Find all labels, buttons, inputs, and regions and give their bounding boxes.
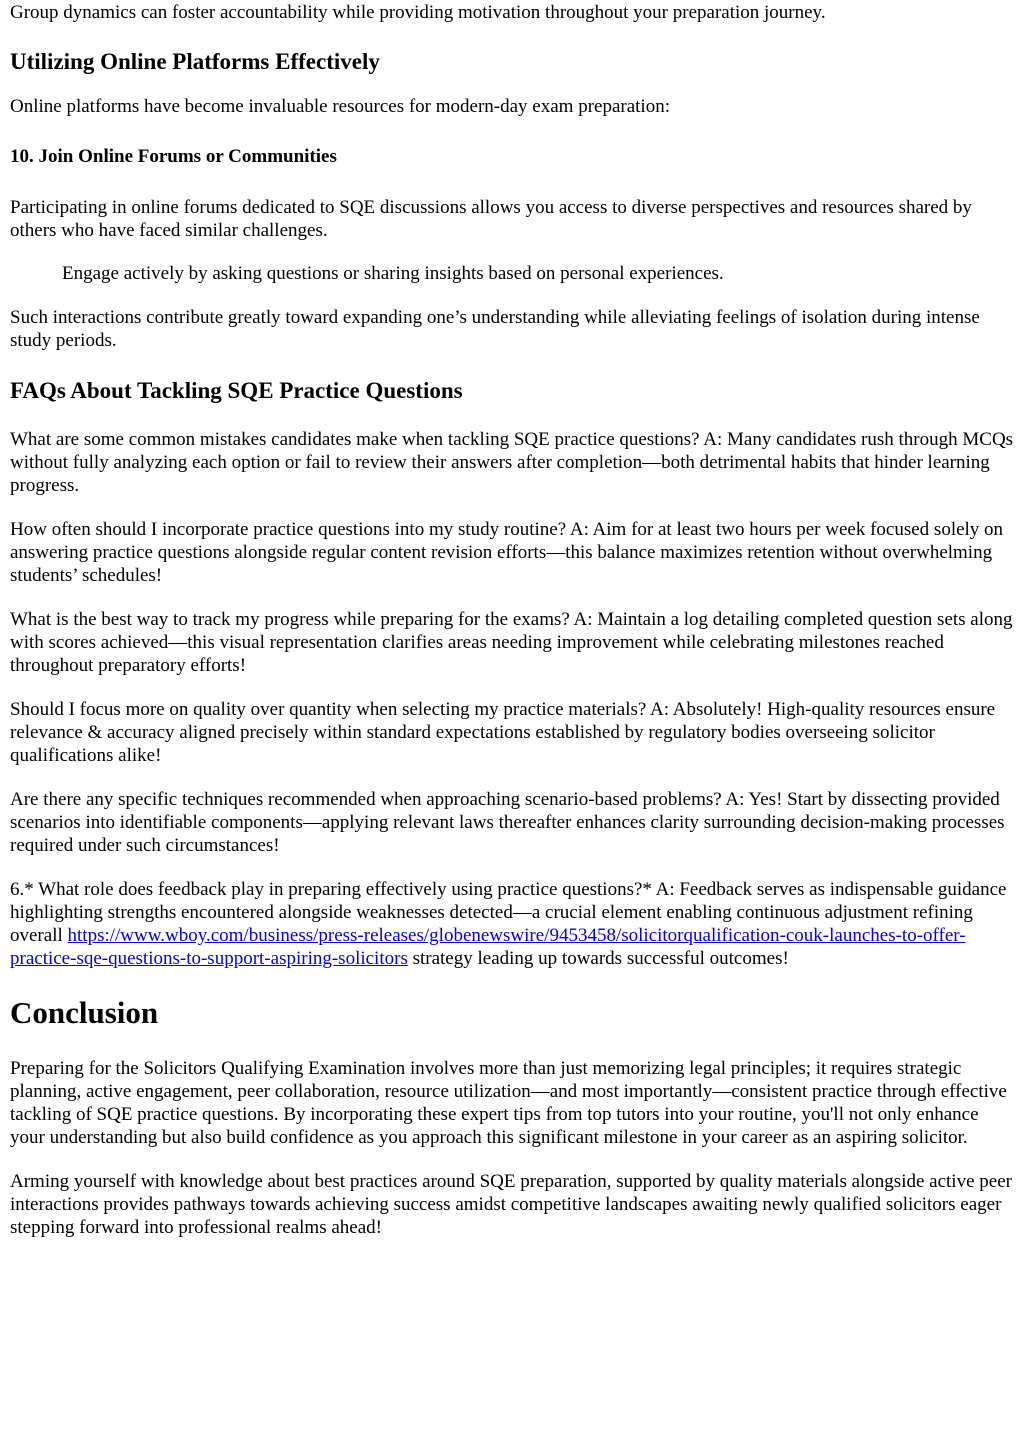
conclusion-paragraph-1: Preparing for the Solicitors Qualifying Examination involves more than just memorizing legal principles; it requires strategic planning, active engagement, peer collaboration, resource utilization—and most importantly—consistent practice through effective tackling of SQE practice questions. By incorporating these expert tips from top tutors into your routine, you'll not only enhance your understanding but also build confidence as you approach this significant milestone in your career as an aspiring solicitor.: [10, 1058, 1007, 1148]
faq-item: What is the best way to track my progress while preparing for the exams? A: Maintain a log detailing completed question sets along with scores achieved—this visual representation clarifies areas needing improvement while celebrating milestones reached throughout preparatory efforts!: [10, 609, 1013, 676]
interactions-paragraph: Such interactions contribute greatly toward expanding one’s understanding while alleviating feelings of isolation during intense study periods.: [10, 307, 980, 351]
faq-item: Are there any specific techniques recommended when approaching scenario-based problems? A: Yes! Start by dissecting provided scenarios into identifiable components—applying relevant laws thereafter enhances clarity surrounding decision-making processes required under such circumstances!: [10, 789, 1005, 856]
section-heading-faqs: FAQs About Tackling SQE Practice Questions: [10, 378, 463, 403]
conclusion-paragraph-2: Arming yourself with knowledge about best practices around SQE preparation, supported by quality materials alongside active peer interactions provides pathways towards achieving success amidst competitive landscapes awaiting newly qualified solicitors eager stepping forward into professional realms ahead!: [10, 1171, 1012, 1238]
faq-feedback-text-before: 6.* What role does feedback play in preparing effectively using practice questions?* A: Feedback serves as indispensable guidance highlighting strengths encountered alongside weaknesses detected—a crucial element enabling continuous adjustment refining overall: [10, 879, 1007, 946]
intro-paragraph: Group dynamics can foster accountability while providing motivation throughout your preparation journey.: [10, 2, 826, 23]
indented-paragraph: Engage actively by asking questions or sharing insights based on personal experiences.: [62, 263, 724, 284]
faq-feedback-text-after: strategy leading up towards successful outcomes!: [407, 948, 789, 969]
forums-paragraph: Participating in online forums dedicated to SQE discussions allows you access to diverse perspectives and resources shared by others who have faced similar challenges.: [10, 197, 972, 241]
subheading-join-forums: 10. Join Online Forums or Communities: [10, 146, 337, 167]
faq-item: Should I focus more on quality over quantity when selecting my practice materials? A: Absolutely! High-quality resources ensure relevance & accuracy aligned precisely within standard expectations established by regulatory bodies overseeing solicitor qualifications alike!: [10, 699, 996, 766]
online-lead-paragraph: Online platforms have become invaluable resources for modern-day exam preparation:: [10, 96, 670, 117]
section-heading-online-platforms: Utilizing Online Platforms Effectively: [10, 49, 380, 74]
faq-item-feedback: [10, 878, 1014, 970]
article-body: [0, 1, 1024, 1239]
faq-item: How often should I incorporate practice questions into my study routine? A: Aim for at least two hours per week focused solely on answering practice questions alongside regular content revision efforts—this balance maximizes retention without overwhelming students’ schedules!: [10, 519, 1004, 586]
faq-item: What are some common mistakes candidates make when tackling SQE practice questions? A: Many candidates rush through MCQs without fully analyzing each option or fail to review their answers after completion—both detrimental habits that hinder learning progress.: [10, 429, 1014, 496]
wboy-press-release-link[interactable]: https://www.wboy.com/business/press-releases/globenewswire/9453458/solicitorqualification-couk-launches-to-offer-practice-sqe-questions-to-support-aspiring-solicitors: [10, 925, 966, 969]
section-heading-conclusion: Conclusion: [10, 995, 159, 1030]
